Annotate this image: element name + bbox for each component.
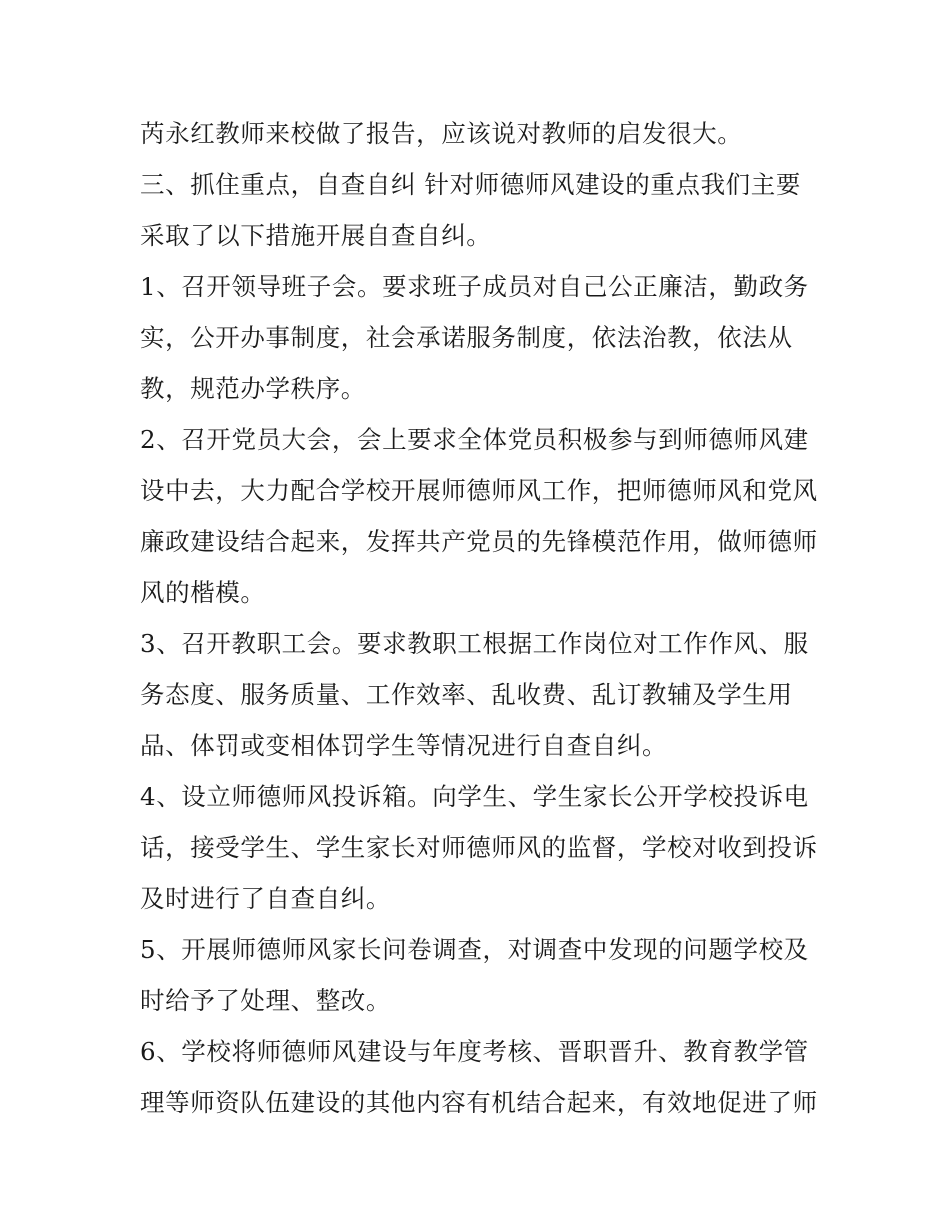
text-line: 时给予了处理、整改。 [140, 986, 391, 1015]
text-line: 4、设立师德师风投诉箱。向学生、学生家长公开学校投诉电 [140, 782, 809, 811]
paragraph-item-1 [140, 261, 820, 414]
paragraph-item-2 [140, 414, 820, 618]
text-line: 1、召开领导班子会。要求班子成员对自己公正廉洁，勤政务 [140, 272, 809, 301]
text-line: 芮永红教师来校做了报告，应该说对教师的启发很大。 [140, 119, 743, 148]
text-line: 设中去，大力配合学校开展师德师风工作，把师德师风和党风 [140, 476, 818, 505]
text-line: 6、学校将师德师风建设与年度考核、晋职晋升、教育教学管 [140, 1037, 809, 1066]
text-line: 话，接受学生、学生家长对师德师风的监督，学校对收到投诉 [140, 833, 818, 862]
text-line: 廉政建设结合起来，发挥共产党员的先锋模范作用，做师德师 [140, 527, 818, 556]
text-line: 务态度、服务质量、工作效率、乱收费、乱订教辅及学生用 [140, 680, 793, 709]
text-line: 品、体罚或变相体罚学生等情况进行自查自纠。 [140, 731, 668, 760]
text-line: 教，规范办学秩序。 [140, 374, 366, 403]
text-line: 及时进行了自查自纠。 [140, 884, 391, 913]
text-line: 风的楷模。 [140, 578, 266, 607]
paragraph-item-5 [140, 924, 820, 1026]
text-line: 采取了以下措施开展自查自纠。 [140, 221, 492, 250]
text-line: 理等师资队伍建设的其他内容有机结合起来，有效地促进了师 [140, 1088, 818, 1117]
text-line: 5、开展师德师风家长问卷调查，对调查中发现的问题学校及 [140, 935, 809, 964]
paragraph-item-3 [140, 618, 820, 771]
text-line: 3、召开教职工会。要求教职工根据工作岗位对工作作风、服 [140, 629, 809, 658]
document-body [140, 108, 820, 1128]
paragraph-section-three [140, 159, 820, 261]
text-line: 实，公开办事制度，社会承诺服务制度，依法治教，依法从 [140, 323, 793, 352]
text-line: 三、抓住重点，自查自纠 针对师德师风建设的重点我们主要 [140, 170, 801, 199]
paragraph-report-note [140, 108, 820, 159]
text-line: 2、召开党员大会，会上要求全体党员积极参与到师德师风建 [140, 425, 809, 454]
paragraph-item-4 [140, 771, 820, 924]
paragraph-item-6 [140, 1026, 820, 1128]
